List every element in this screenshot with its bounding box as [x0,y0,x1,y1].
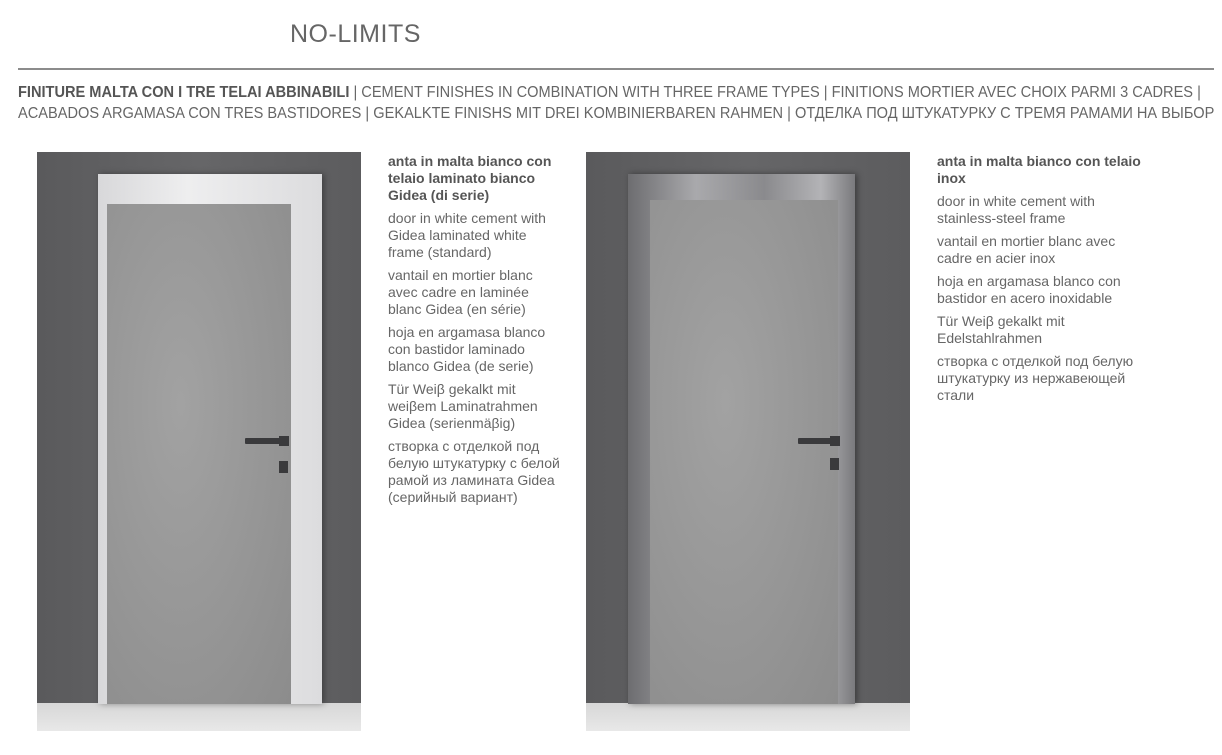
caption-fr: vantail en mortier blanc avec cadre en laminée blanc Gidea (en série) [388,267,533,317]
product-caption-2 [937,153,1147,410]
floor [37,703,361,731]
header-divider [18,68,1214,70]
intro-text [18,82,1215,124]
caption-es: hoja en argamasa blanco con bastidor en acero inoxidable [937,273,1121,306]
caption-ru: створка с отделкой под белую штукатурку из нержавеющей стали [937,353,1134,403]
caption-fr: vantail en mortier blanc avec cadre en acier inox [937,233,1116,266]
door-photo-white-frame [37,152,361,731]
intro-line-1-rest: | CEMENT FINISHES IN COMBINATION WITH THREE FRAME TYPES | FINITIONS MORTIER AVEC CHOIX PARMI 3 CADRES | [349,84,1201,101]
handle-rose-icon [279,436,289,446]
caption-es: hoja en argamasa blanco con bastidor laminado blanco Gidea (de serie) [388,324,546,374]
product-caption-1 [388,153,563,512]
intro-bold: FINITURE MALTA CON I TRE TELAI ABBINABILI [18,84,350,101]
handle-rose-icon [830,436,840,446]
intro-line-2: ACABADOS ARGAMASA CON TRES BASTIDORES | GEKALKTE FINISHS MIT DREI KOMBINIERBAREN RAHMEN | ОТДЕЛКА ПОД ШТУКАТУРКУ С ТРЕМЯ РАМАМИ НА ВЫБОР [18,105,1215,122]
caption-ru: створка с отделкой под белую штукатурку с белой рамой из ламината Gidea (серийный вариант) [388,438,560,505]
door-photo-inox-frame [586,152,910,731]
caption-de: Tür Weiβ gekalkt mit Edelstahlrahmen [937,313,1065,346]
caption-en: door in white cement with Gidea laminated white frame (standard) [388,210,546,260]
caption-de: Tür Weiβ gekalkt mit weiβem Laminatrahmen Gidea (serienmäβig) [388,381,538,431]
caption-title: anta in malta bianco con telaio inox [937,153,1141,186]
keyhole-icon [279,461,288,473]
keyhole-icon [830,458,839,470]
floor [586,703,910,731]
caption-title: anta in malta bianco con telaio laminato bianco Gidea (di serie) [388,153,552,203]
door-leaf [107,204,291,704]
intro-line-1 [18,82,1201,103]
caption-en: door in white cement with stainless-steel frame [937,193,1095,226]
door-leaf [650,200,838,704]
brand-title: NO-LIMITS [290,20,421,48]
